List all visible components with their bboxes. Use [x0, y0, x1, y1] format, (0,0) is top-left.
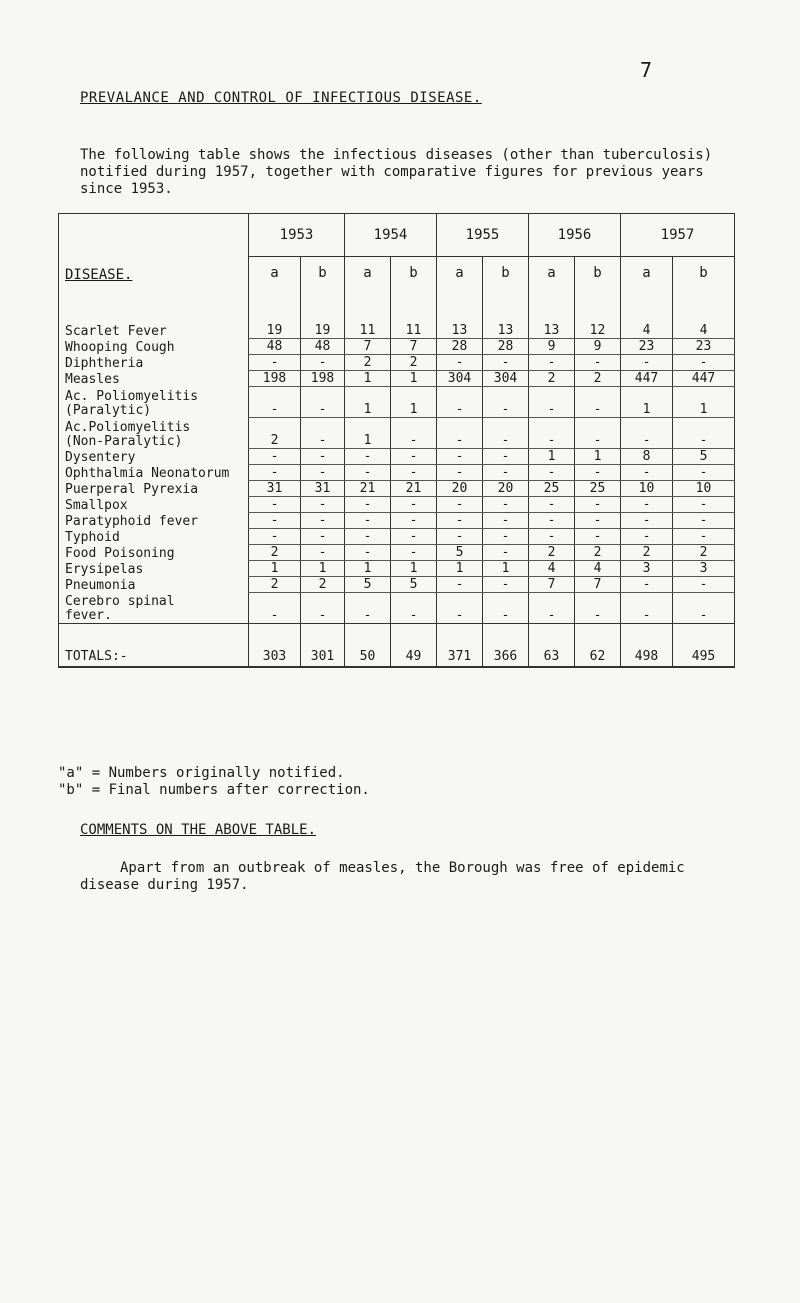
table-row	[59, 323, 735, 339]
sub-header-a: a	[621, 257, 673, 290]
table-row	[59, 465, 735, 481]
year-header: 1955	[437, 214, 529, 257]
table-row	[59, 371, 735, 387]
disease-table	[58, 213, 735, 668]
table-cell: -	[301, 545, 345, 561]
disease-name: Ac.Poliomyelitis (Non-Paralytic)	[59, 418, 249, 449]
table-cell: 2	[249, 418, 301, 449]
table-cell: -	[249, 593, 301, 624]
table-cell: 2	[575, 371, 621, 387]
table-cell: -	[345, 465, 391, 481]
table-cell: 1	[483, 561, 529, 577]
table-cell: 2	[529, 545, 575, 561]
table-cell: -	[437, 529, 483, 545]
table-cell: 5	[673, 449, 735, 465]
table-cell: 1	[673, 387, 735, 418]
table-cell: 1	[391, 387, 437, 418]
table-cell: -	[621, 355, 673, 371]
table-cell: -	[391, 529, 437, 545]
table-cell: -	[575, 418, 621, 449]
table-cell: 447	[673, 371, 735, 387]
table-cell: -	[249, 513, 301, 529]
table-cell: 8	[621, 449, 673, 465]
table-row	[59, 529, 735, 545]
table-cell: -	[673, 513, 735, 529]
table-cell: 28	[437, 339, 483, 355]
table-cell: -	[575, 387, 621, 418]
total-cell: 498	[621, 624, 673, 668]
table-cell: 1	[345, 561, 391, 577]
table-cell: -	[575, 355, 621, 371]
table-row	[59, 545, 735, 561]
table-cell: -	[391, 465, 437, 481]
table-cell: -	[673, 497, 735, 513]
table-cell: -	[345, 513, 391, 529]
table-cell: -	[621, 465, 673, 481]
table-cell: 13	[529, 323, 575, 339]
table-cell: 5	[437, 545, 483, 561]
legend-b: "b" = Final numbers after correction.	[58, 782, 370, 798]
table-cell: -	[673, 465, 735, 481]
sub-header-a: a	[345, 257, 391, 290]
table-cell: 25	[575, 481, 621, 497]
table-cell: -	[301, 497, 345, 513]
table-cell: -	[345, 545, 391, 561]
table-cell: 447	[621, 371, 673, 387]
table-cell: -	[249, 529, 301, 545]
year-header: 1953	[249, 214, 345, 257]
table-cell: -	[529, 418, 575, 449]
sub-header-a: a	[249, 257, 301, 290]
table-cell: 28	[483, 339, 529, 355]
disease-name: Ac. Poliomyelitis (Paralytic)	[59, 387, 249, 418]
table-cell: -	[529, 497, 575, 513]
table-row	[59, 449, 735, 465]
table-cell: 10	[673, 481, 735, 497]
sub-header-b: b	[301, 257, 345, 290]
table-cell: -	[483, 577, 529, 593]
table-cell: -	[249, 465, 301, 481]
table-cell: -	[575, 513, 621, 529]
table-cell: -	[621, 513, 673, 529]
table-cell: 1	[575, 449, 621, 465]
table-cell: -	[301, 465, 345, 481]
total-cell: 62	[575, 624, 621, 668]
table-cell: 11	[391, 323, 437, 339]
disease-name: Measles	[59, 371, 249, 387]
table-cell: 10	[621, 481, 673, 497]
table-cell: 21	[345, 481, 391, 497]
table-cell: -	[437, 418, 483, 449]
disease-name: Cerebro spinal fever.	[59, 593, 249, 624]
table-cell: -	[483, 513, 529, 529]
table-row	[59, 418, 735, 449]
table-cell: 23	[673, 339, 735, 355]
table-cell: 304	[437, 371, 483, 387]
total-cell: 495	[673, 624, 735, 668]
table-cell: 7	[345, 339, 391, 355]
table-cell: 9	[575, 339, 621, 355]
table-cell: -	[529, 593, 575, 624]
table-row	[59, 561, 735, 577]
table-cell: -	[529, 387, 575, 418]
table-cell: -	[437, 577, 483, 593]
legend	[58, 765, 370, 799]
table-cell: 4	[673, 323, 735, 339]
table-cell: -	[621, 593, 673, 624]
sub-header-a: a	[437, 257, 483, 290]
table-cell: -	[483, 545, 529, 561]
table-cell: -	[529, 465, 575, 481]
disease-name: Whooping Cough	[59, 339, 249, 355]
table-cell: -	[529, 513, 575, 529]
table-cell: 1	[249, 561, 301, 577]
table-cell: 19	[301, 323, 345, 339]
table-cell: -	[345, 593, 391, 624]
table-cell: 31	[301, 481, 345, 497]
total-cell: 366	[483, 624, 529, 668]
table-cell: 2	[529, 371, 575, 387]
table-cell: -	[575, 529, 621, 545]
table-cell: 25	[529, 481, 575, 497]
table-cell: 2	[391, 355, 437, 371]
table-cell: 2	[621, 545, 673, 561]
table-cell: -	[621, 577, 673, 593]
table-cell: 4	[621, 323, 673, 339]
table-cell: 1	[301, 561, 345, 577]
sub-header-b: b	[575, 257, 621, 290]
table-cell: 198	[249, 371, 301, 387]
table-cell: -	[437, 449, 483, 465]
totals-row	[59, 624, 735, 668]
table-cell: -	[483, 355, 529, 371]
table-row	[59, 339, 735, 355]
year-header: 1956	[529, 214, 621, 257]
table-cell: 2	[301, 577, 345, 593]
disease-name: Smallpox	[59, 497, 249, 513]
disease-name: Dysentery	[59, 449, 249, 465]
disease-name: Paratyphoid fever	[59, 513, 249, 529]
total-cell: 50	[345, 624, 391, 668]
total-cell: 301	[301, 624, 345, 668]
disease-name: Typhoid	[59, 529, 249, 545]
table-cell: 4	[529, 561, 575, 577]
total-cell: 63	[529, 624, 575, 668]
disease-name: Erysipelas	[59, 561, 249, 577]
table-cell: -	[673, 577, 735, 593]
table-cell: 304	[483, 371, 529, 387]
table-cell: -	[437, 593, 483, 624]
table-row	[59, 593, 735, 624]
table-cell: -	[483, 497, 529, 513]
table-cell: -	[437, 465, 483, 481]
table-row	[59, 355, 735, 371]
table-cell: -	[391, 545, 437, 561]
table-cell: -	[301, 418, 345, 449]
table-row	[59, 497, 735, 513]
table-cell: -	[483, 593, 529, 624]
table-cell: 21	[391, 481, 437, 497]
disease-column-header: DISEASE.	[59, 214, 249, 290]
table-cell: 5	[345, 577, 391, 593]
table-cell: 5	[391, 577, 437, 593]
table-cell: -	[483, 449, 529, 465]
year-header: 1954	[345, 214, 437, 257]
table-cell: -	[249, 497, 301, 513]
disease-name: Puerperal Pyrexia	[59, 481, 249, 497]
table-row	[59, 577, 735, 593]
table-cell: 7	[575, 577, 621, 593]
table-cell: -	[391, 593, 437, 624]
table-cell: -	[249, 387, 301, 418]
table-cell: -	[483, 529, 529, 545]
table-cell: -	[483, 465, 529, 481]
table-cell: 198	[301, 371, 345, 387]
table-cell: 48	[301, 339, 345, 355]
table-cell: 48	[249, 339, 301, 355]
table-cell: 2	[249, 577, 301, 593]
table-row	[59, 481, 735, 497]
table-cell: -	[437, 355, 483, 371]
table-cell: -	[483, 387, 529, 418]
table-cell: -	[621, 497, 673, 513]
table-cell: -	[345, 497, 391, 513]
section-heading: PREVALANCE AND CONTROL OF INFECTIOUS DISEASE.	[80, 90, 482, 106]
table-cell: -	[437, 497, 483, 513]
sub-header-b: b	[673, 257, 735, 290]
table-cell: 1	[529, 449, 575, 465]
table-cell: -	[575, 465, 621, 481]
table-cell: -	[483, 418, 529, 449]
table-cell: -	[345, 529, 391, 545]
table-cell: -	[301, 593, 345, 624]
table-cell: -	[621, 418, 673, 449]
totals-label: TOTALS:-	[59, 624, 249, 668]
table-cell: 1	[437, 561, 483, 577]
table-cell: 23	[621, 339, 673, 355]
table-cell: -	[249, 355, 301, 371]
table-cell: -	[301, 355, 345, 371]
table-cell: 1	[345, 387, 391, 418]
table-cell: -	[437, 513, 483, 529]
intro-paragraph: The following table shows the infectious diseases (other than tuberculosis) notified during 1957, together with comparative figures for previous years since 1953.	[80, 147, 713, 197]
disease-name: Diphtheria	[59, 355, 249, 371]
table-cell: -	[345, 449, 391, 465]
sub-header-b: b	[483, 257, 529, 290]
table-cell: 1	[345, 418, 391, 449]
total-cell: 49	[391, 624, 437, 668]
table-cell: 13	[483, 323, 529, 339]
table-cell: 11	[345, 323, 391, 339]
sub-header-b: b	[391, 257, 437, 290]
legend-a: "a" = Numbers originally notified.	[58, 765, 345, 781]
table-cell: -	[575, 497, 621, 513]
table-cell: 1	[621, 387, 673, 418]
table-cell: -	[249, 449, 301, 465]
table-cell: 20	[437, 481, 483, 497]
disease-name: Ophthalmia Neonatorum	[59, 465, 249, 481]
table-cell: -	[391, 497, 437, 513]
table-cell: 3	[673, 561, 735, 577]
comments-heading: COMMENTS ON THE ABOVE TABLE.	[80, 822, 317, 838]
table-cell: 13	[437, 323, 483, 339]
table-cell: -	[529, 529, 575, 545]
comments-paragraph: Apart from an outbreak of measles, the Borough was free of epidemic disease during 1957.	[80, 860, 685, 893]
table-cell: -	[621, 529, 673, 545]
table-cell: -	[391, 449, 437, 465]
table-cell: 1	[391, 561, 437, 577]
total-cell: 303	[249, 624, 301, 668]
table-cell: -	[391, 513, 437, 529]
table-cell: 2	[575, 545, 621, 561]
table-cell: 7	[529, 577, 575, 593]
table-cell: 4	[575, 561, 621, 577]
table-cell: 20	[483, 481, 529, 497]
table-cell: 3	[621, 561, 673, 577]
table-cell: 2	[249, 545, 301, 561]
table-cell: 7	[391, 339, 437, 355]
table-cell: 12	[575, 323, 621, 339]
disease-name: Pneumonia	[59, 577, 249, 593]
table-row	[59, 513, 735, 529]
table-cell: -	[673, 593, 735, 624]
table-cell: -	[301, 387, 345, 418]
table-cell: 2	[673, 545, 735, 561]
table-cell: 31	[249, 481, 301, 497]
table-cell: -	[301, 529, 345, 545]
year-header: 1957	[621, 214, 735, 257]
table-cell: 1	[345, 371, 391, 387]
table-cell: -	[575, 593, 621, 624]
table-cell: 9	[529, 339, 575, 355]
disease-name: Food Poisoning	[59, 545, 249, 561]
page-number: 7	[640, 58, 653, 82]
table-row	[59, 387, 735, 418]
table-cell: -	[529, 355, 575, 371]
table-cell: 2	[345, 355, 391, 371]
table-cell: 19	[249, 323, 301, 339]
table-cell: -	[437, 387, 483, 418]
total-cell: 371	[437, 624, 483, 668]
table-cell: -	[673, 418, 735, 449]
table-cell: -	[391, 418, 437, 449]
sub-header-a: a	[529, 257, 575, 290]
table-cell: -	[301, 513, 345, 529]
disease-name: Scarlet Fever	[59, 323, 249, 339]
table-cell: -	[673, 355, 735, 371]
table-cell: -	[301, 449, 345, 465]
table-cell: 1	[391, 371, 437, 387]
table-cell: -	[673, 529, 735, 545]
